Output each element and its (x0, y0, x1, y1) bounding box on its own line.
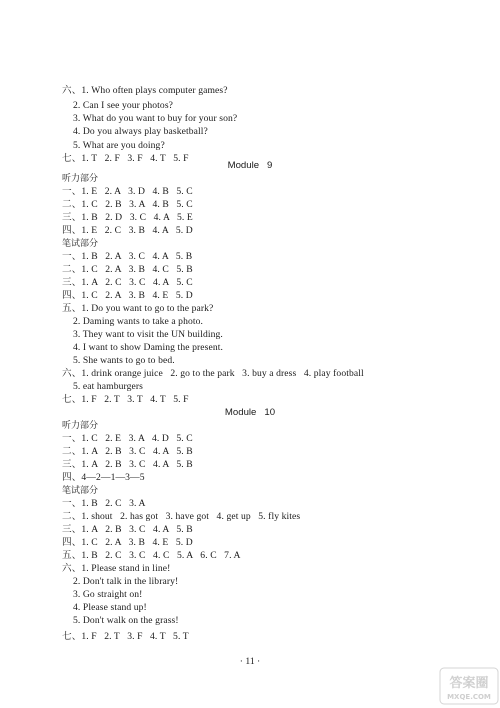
watermark-logo (438, 664, 500, 708)
listening-section-label: 听力部分 (62, 174, 99, 184)
answer-line: 5. Don't walk on the grass! (73, 615, 179, 626)
answer-line: 二、1. C 2. B 3. A 4. B 5. C (62, 199, 193, 210)
answer-line: 七、1. T 2. F 3. F 4. T 5. F (62, 153, 189, 164)
answer-line: 3. They want to visit the UN building. (73, 329, 223, 340)
answer-line: 六、1. Who often plays computer games? (62, 85, 228, 96)
answer-line: 2. Don't talk in the library! (73, 576, 179, 587)
answer-line: 5. What are you doing? (73, 140, 165, 151)
watermark-domain: MXQE.COM (447, 693, 491, 701)
answer-line: 二、1. shout 2. has got 3. have got 4. get up 5. fly kites (62, 511, 301, 522)
answer-line: 一、1. E 2. A 3. D 4. B 5. C (62, 186, 193, 197)
answer-line: 一、1. C 2. E 3. A 4. D 5. C (62, 433, 193, 444)
writing-section-label: 笔试部分 (62, 239, 99, 249)
answer-line: 4. I want to show Daming the present. (73, 342, 223, 353)
module-9-heading: Module 9 (227, 160, 273, 171)
answer-line: 2. Daming wants to take a photo. (73, 316, 204, 327)
answer-line: 三、1. A 2. B 3. C 4. A 5. B (62, 459, 193, 470)
answer-line: 3. Go straight on! (73, 589, 143, 600)
answer-line: 七、1. F 2. T 3. F 4. T 5. T (62, 631, 189, 642)
answer-line: 七、1. F 2. T 3. T 4. T 5. F (62, 394, 189, 405)
answer-line: 四、1. E 2. C 3. B 4. A 5. D (62, 225, 193, 236)
answer-line: 5. eat hamburgers (73, 381, 143, 392)
answer-line: 五、1. Do you want to go to the park? (62, 303, 214, 314)
page-number: · 11 · (239, 656, 261, 667)
answer-line: 3. What do you want to buy for your son? (73, 113, 238, 124)
answer-line: 一、1. B 2. A 3. C 4. A 5. B (62, 251, 193, 262)
answer-line: 2. Can I see your photos? (73, 100, 174, 111)
listening-section-label: 听力部分 (62, 421, 99, 431)
answer-line: 五、1. B 2. C 3. C 4. C 5. A 6. C 7. A (62, 550, 241, 561)
writing-section-label: 笔试部分 (62, 486, 99, 496)
answer-line: 四、4—2—1—3—5 (62, 472, 145, 483)
answer-line: 四、1. C 2. A 3. B 4. E 5. D (62, 290, 193, 301)
answer-line: 4. Please stand up! (73, 602, 147, 613)
answer-line: 三、1. A 2. B 3. C 4. A 5. B (62, 524, 193, 535)
answer-line: 4. Do you always play basketball? (73, 126, 208, 137)
answer-line: 三、1. A 2. C 3. C 4. A 5. C (62, 277, 193, 288)
answer-line: 三、1. B 2. D 3. C 4. A 5. E (62, 212, 193, 223)
answer-line: 四、1. C 2. A 3. B 4. E 5. D (62, 537, 193, 548)
watermark-brand: 答案圈 (449, 676, 489, 691)
answer-line: 二、1. C 2. A 3. B 4. C 5. B (62, 264, 193, 275)
answer-line: 5. She wants to go to bed. (73, 355, 175, 366)
module-10-heading: Module 10 (224, 407, 276, 418)
answer-line: 六、1. Please stand in line! (62, 563, 171, 574)
answer-line: 一、1. B 2. C 3. A (62, 498, 146, 509)
answer-line: 六、1. drink orange juice 2. go to the park 3. buy a dress 4. play football (62, 368, 364, 379)
answer-line: 二、1. A 2. B 3. C 4. A 5. B (62, 446, 193, 457)
